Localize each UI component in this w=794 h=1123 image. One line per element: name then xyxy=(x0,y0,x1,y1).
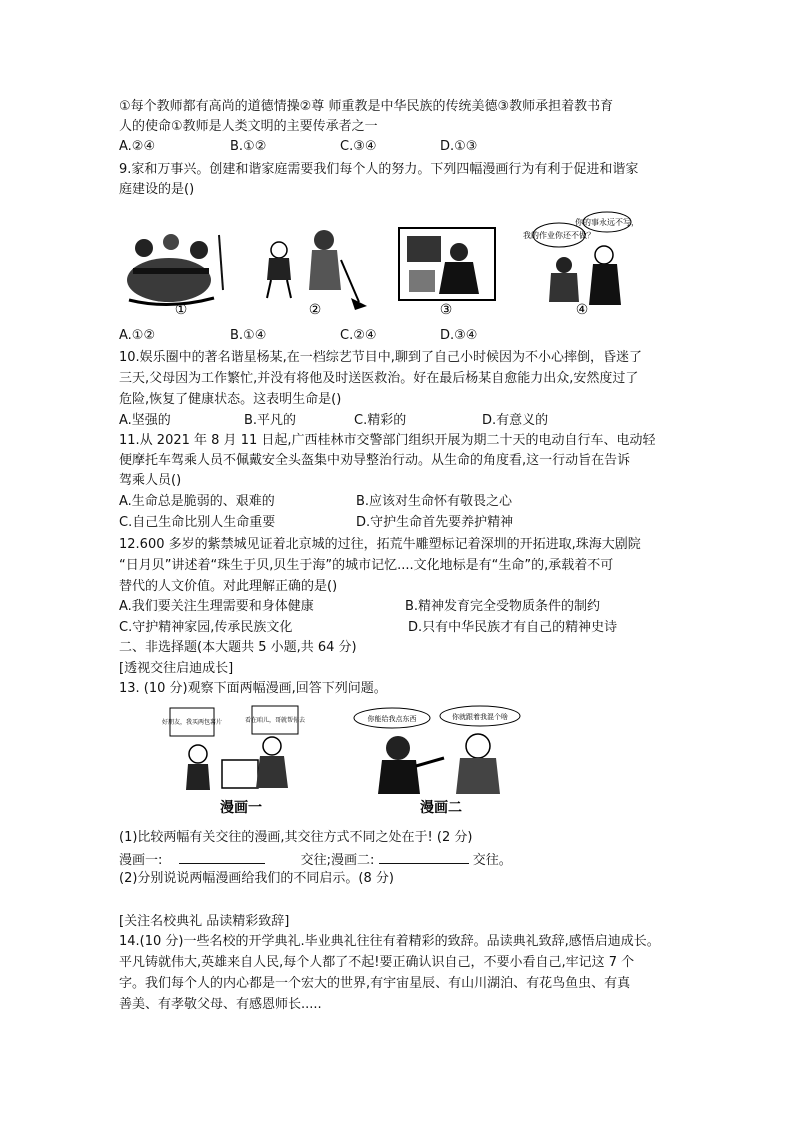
q11-line3: 驾乘人员() xyxy=(119,473,182,488)
q9-comics-illustration xyxy=(119,210,649,322)
q10-line3: 危险,恢复了健康状态。这表明生命是() xyxy=(119,392,342,407)
q13-comic2-caption: 漫画二 xyxy=(420,800,462,816)
comic2-figure xyxy=(267,230,367,310)
q8-option-b: B.①② xyxy=(230,139,267,154)
q14-line2: 平凡铸就伟大,英雄来自人民,每个人都了不起!要正确认识自己，不要小看自己,牢记这 7 个 xyxy=(119,955,635,970)
q13-comic1-bubble-right: 看在咱儿，哥就帮你去 xyxy=(244,717,306,724)
q10-option-a: A.坚强的 xyxy=(119,413,171,428)
q14-line1: 14.(10 分)一些名校的开学典礼.毕业典礼往往有着精彩的致辞。品读典礼致辞,感悟启迪成长。 xyxy=(119,934,660,949)
q12-option-b: B.精神发育完全受物质条件的制约 xyxy=(405,599,601,614)
section2-topic1: [透视交往启迪成长] xyxy=(119,661,234,676)
q11-line2: 便摩托车驾乘人员不佩戴安全头盔集中劝导整治行动。从生命的角度看,这一行动旨在告诉 xyxy=(119,453,631,468)
q9-option-b: B.①④ xyxy=(230,328,267,343)
q11-option-c: C.自己生命比别人生命重要 xyxy=(119,515,276,530)
q11-option-b: B.应该对生命怀有敬畏之心 xyxy=(356,494,513,509)
q13-comic1-caption: 漫画一 xyxy=(220,800,262,816)
q9-stem-line1: 9.家和万事兴。创建和谐家庭需要我们每个人的努力。下列四幅漫画行为有利于促进和谐家 xyxy=(119,162,639,177)
q13-fill-label-a: 漫画一: xyxy=(119,853,163,868)
q9-comics-strip xyxy=(119,210,649,322)
q12-option-d: D.只有中华民族才有自己的精神史诗 xyxy=(408,620,618,635)
q13-stem: 13. (10 分)观察下面两幅漫画,回答下列问题。 xyxy=(119,681,387,696)
comic4-figure xyxy=(523,212,639,305)
q13-blank-1[interactable] xyxy=(179,849,265,864)
comic4-bubble-right: 你的事永远不写， xyxy=(575,218,639,227)
q12-option-c: C.守护精神家园,传承民族文化 xyxy=(119,620,293,635)
q13-fill-label-c: 交往。 xyxy=(472,853,512,868)
q10-option-d: D.有意义的 xyxy=(482,413,549,428)
q13-sub1-fill xyxy=(119,849,512,871)
q9-stem-line2: 庭建设的是() xyxy=(119,182,195,197)
q14-line4: 善美、有孝敬父母、有感恩师长..... xyxy=(119,997,322,1012)
q12-line2: “日月贝”讲述着“珠生于贝,贝生于海”的城市记忆....文化地标是有“生命”的,承载着不可 xyxy=(119,558,614,573)
q12-line3: 替代的人文价值。对此理解正确的是() xyxy=(119,579,338,594)
q14-line3: 字。我们每个人的内心都是一个宏大的世界,有宇宙星辰、有山川湖泊、有花鸟鱼虫、有真 xyxy=(119,976,631,991)
comic4-bubble-left: 我的作业你还不做？ xyxy=(523,231,595,240)
q13-comic1 xyxy=(162,706,305,816)
comic1-figure xyxy=(127,234,223,305)
q13-sub1: (1)比较两幅有关交往的漫画,其交往方式不同之处在于! (2 分) xyxy=(119,830,473,845)
q9-caption-1: ① xyxy=(174,302,188,318)
q9-caption-4: ④ xyxy=(575,302,589,318)
q10-line1: 10.娱乐圈中的著名谐星杨某,在一档综艺节目中,聊到了自己小时候因为不小心摔倒，昏迷了 xyxy=(119,350,642,365)
q9-option-a: A.①② xyxy=(119,328,156,343)
q14-topic: [关注名校典礼 品读精彩致辞] xyxy=(119,914,290,929)
q9-caption-3: ③ xyxy=(439,302,453,318)
q11-option-a: A.生命总是脆弱的、艰难的 xyxy=(119,494,275,509)
q8-stem-line1: ①每个教师都有高尚的道德情操②尊 师重教是中华民族的传统美德③教师承担着教书育 xyxy=(119,99,614,114)
q9-caption-2: ② xyxy=(308,302,322,318)
q11-line1: 11.从 2021 年 8 月 11 日起,广西桂林市交警部门组织开展为期二十天的电动自行车、电动轻 xyxy=(119,433,656,448)
q8-stem-line2: 人的使命①教师是人类文明的主要传承者之一 xyxy=(119,119,378,134)
q12-line1: 12.600 多岁的紫禁城见证着北京城的过往，拓荒牛雕塑标记着深圳的开拓进取,珠海大剧院 xyxy=(119,537,641,552)
q13-sub2: (2)分别说说两幅漫画给我们的不同启示。(8 分) xyxy=(119,871,394,886)
q10-line2: 三天,父母因为工作繁忙,并没有将他及时送医救治。好在最后杨某自愈能力出众,安然度过了 xyxy=(119,371,639,386)
q13-comic2-bubble-left: 你能给我点东西 xyxy=(367,715,417,723)
q8-option-a: A.②④ xyxy=(119,139,156,154)
q10-option-c: C.精彩的 xyxy=(354,413,407,428)
q9-option-c: C.②④ xyxy=(340,328,377,343)
q13-fill-label-b: 交往;漫画二: xyxy=(300,853,375,868)
section2-title: 二、非选择题(本大题共 5 小题,共 64 分) xyxy=(119,640,357,655)
q12-option-a: A.我们要关注生理需要和身体健康 xyxy=(119,599,314,614)
q13-comic1-bubble-left: 好朋友，我买两包薯片 xyxy=(161,719,223,726)
q13-comics-illustration xyxy=(160,702,540,822)
q13-blank-2[interactable] xyxy=(379,849,469,864)
q10-option-b: B.平凡的 xyxy=(244,413,297,428)
q9-option-d: D.③④ xyxy=(440,328,478,343)
q13-comic2 xyxy=(354,706,520,816)
q8-option-d: D.①③ xyxy=(440,139,478,154)
q13-comic2-bubble-right: 你就跟着我混个啥 xyxy=(452,713,508,721)
q13-comics xyxy=(160,702,540,822)
q11-option-d: D.守护生命首先要养护精神 xyxy=(356,515,514,530)
comic3-figure xyxy=(399,228,495,300)
q8-option-c: C.③④ xyxy=(340,139,377,154)
